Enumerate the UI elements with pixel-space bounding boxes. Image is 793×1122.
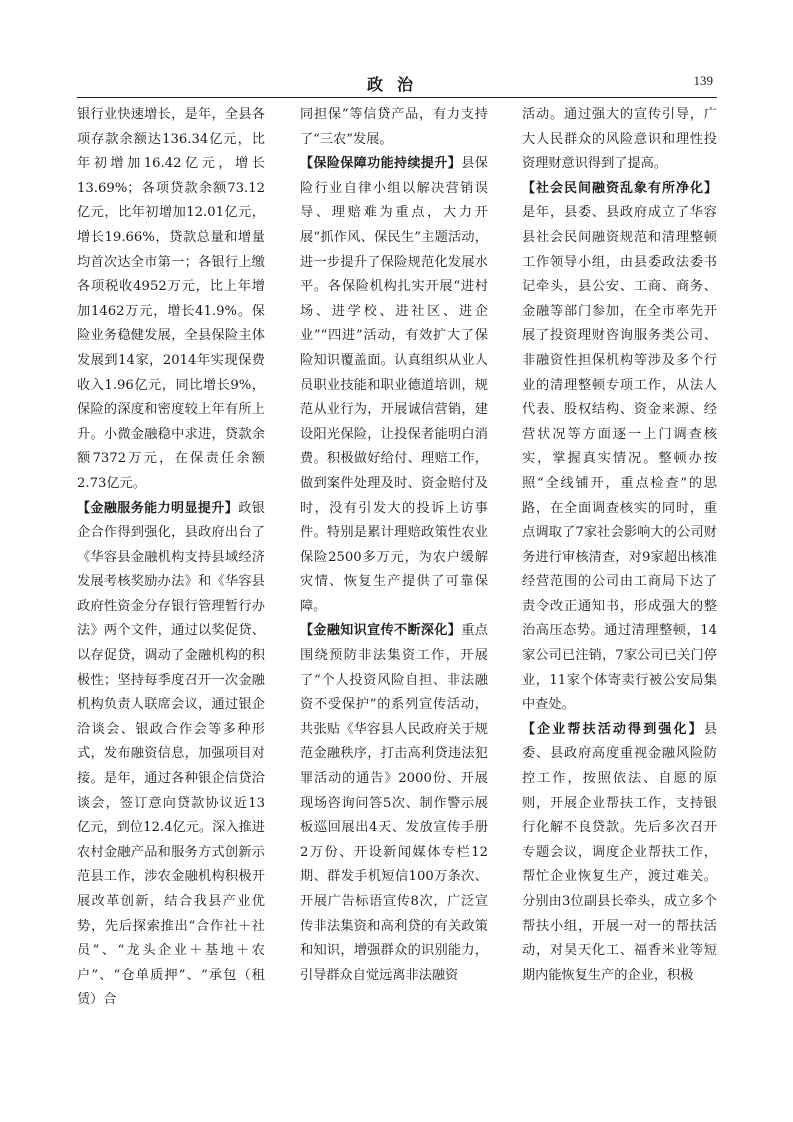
paragraph-text: 活动。通过强大的宣传引导，广大人民群众的风险意识和理性投资理财意识得到了提高。 (522, 107, 717, 172)
paragraph (522, 177, 717, 718)
paragraph (522, 103, 717, 177)
paragraph (77, 103, 265, 497)
paragraph (300, 152, 488, 619)
section-heading: 【企业帮扶活动得到强化】 (522, 721, 704, 737)
section-heading: 【保险保障功能持续提升】 (300, 156, 462, 172)
section-title: 政治 (366, 75, 427, 94)
paragraph-text: 同担保”等信贷产品，有力支持了“三农”发展。 (300, 107, 488, 147)
running-header (77, 72, 717, 94)
header-rule (77, 97, 717, 98)
paragraph-text: 县保险行业自律小组以解决营销误导、理赔难为重点，大力开展“抓作风、保民生”主题活动，进一步提升了保险规范化发展水平。各保险机构扎实开展“进村场、进学校、进社区、进企业”“四进”活动，有效扩大了保险知识覆盖面。认真组织从业人员职业技能和职业德道培训，规范从业行为，开展诚信营销，建设阳光保险，让投保者能明白消费。积极做好给付、理赔工作，做到案件处理及时、资金赔付及时，没有引发大的投诉上访事件。特别是累计理赔政策性农业保险2500多万元，为农户缓解灾情、恢复生产提供了可靠保障。 (300, 156, 488, 614)
section-heading: 【社会民间融资乱象有所净化】 (522, 180, 717, 196)
text-column-1 (77, 103, 265, 1113)
paragraph-text: 政银企合作得到强化，县政府出台了《华容县金融机构支持县域经济发展考核奖励办法》和《华容县政府性资金分存银行管理暂行办法》两个文件，通过以奖促贷、以存促贷，调动了金融机构的积极性；坚持每季度召开一次金融机构负责人联席会议，通过银企洽谈会、银政合作会等多种形式，发布融资信息，加强项目对接。是年，通过各种银企信贷洽谈会，签订意向贷款协议近13亿元，到位12.4亿元。深入推进农村金融产品和服务方式创新示范县工作，涉农金融机构积极开展改革创新，结合我县产业优势，先后探索推出“合作社＋社员”、“龙头企业＋基地＋农户”、“仓单质押”、“承包（租赁）合 (77, 500, 265, 1008)
section-heading: 【金融服务能力明显提升】 (77, 500, 239, 516)
paragraph (300, 619, 488, 988)
paragraph (77, 497, 265, 1013)
text-column-3 (522, 103, 717, 1113)
paragraph (522, 718, 717, 989)
section-heading: 【金融知识宣传不断深化】 (300, 623, 462, 639)
paragraph-text: 重点围绕预防非法集资工作，开展了“个人投资风险自担、非法融资不受保护”的系列宣传活动，共张贴《华容县人民政府关于规范金融秩序，打击高利贷违法犯罪活动的通告》2000份、开展现场咨询问答5次、制作警示展板巡回展出4天、发放宣传手册2万份、开设新闻媒体专栏12期、群发手机短信100万条次、开展广告标语宣传8次，广泛宣传非法集资和高利贷的有关政策和知识，增强群众的识别能力，引导群众自觉远离非法融资 (300, 623, 488, 983)
paragraph (300, 103, 488, 152)
text-column-2 (300, 103, 488, 1113)
paragraph-text: 银行业快速增长，是年，全县各项存款余额达136.34亿元，比年初增加16.42亿元，增长13.69%；各项贷款余额73.12亿元，比年初增加12.01亿元，增长19.66%，贷款总量和增量均首次达全市第一；各银行上缴各项税收4952万元，比上年增加1462万元，增长41.9%。保险业务稳健发展，全县保险主体发展到14家，2014年实现保费收入1.96亿元，同比增长9%，保险的深度和密度较上年有所上升。小微金融稳中求进，贷款余额7372万元，在保责任余额2.73亿元。 (77, 107, 265, 491)
paragraph-text: 是年，县委、县政府成立了华容县社会民间融资规范和清理整顿工作领导小组，由县委政法委书记牵头，县公安、工商、商务、金融等部门参加，在全市率先开展了投资理财咨询服务类公司、非融资性担保机构等涉及多个行业的清理整顿专项工作，从法人代表、股权结构、资金来源、经营状况等方面逐一上门调查核实，掌握真实情况。整顿办按照“全线铺开，重点检查”的思路，在全面调查核实的同时，重点调取了7家社会影响大的公司财务进行审核清查，对9家超出核准经营范围的公司由工商局下达了责令改正通知书，形成强大的整治高压态势。通过清理整顿，14家公司已注销，7家公司已关门停业，11家个体寄卖行被公安局集中查处。 (522, 205, 717, 713)
page-number: 139 (693, 73, 713, 88)
paragraph-text: 县委、县政府高度重视金融风险防控工作，按照依法、自愿的原则，开展企业帮扶工作，支持银行化解不良贷款。先后多次召开专题会议，调度企业帮扶工作，帮忙企业恢复生产，渡过难关。分别由3位副县长牵头，成立多个帮扶小组，开展一对一的帮扶活动，对昊天化工、福香米业等短期内能恢复生产的企业，积极 (522, 721, 717, 983)
